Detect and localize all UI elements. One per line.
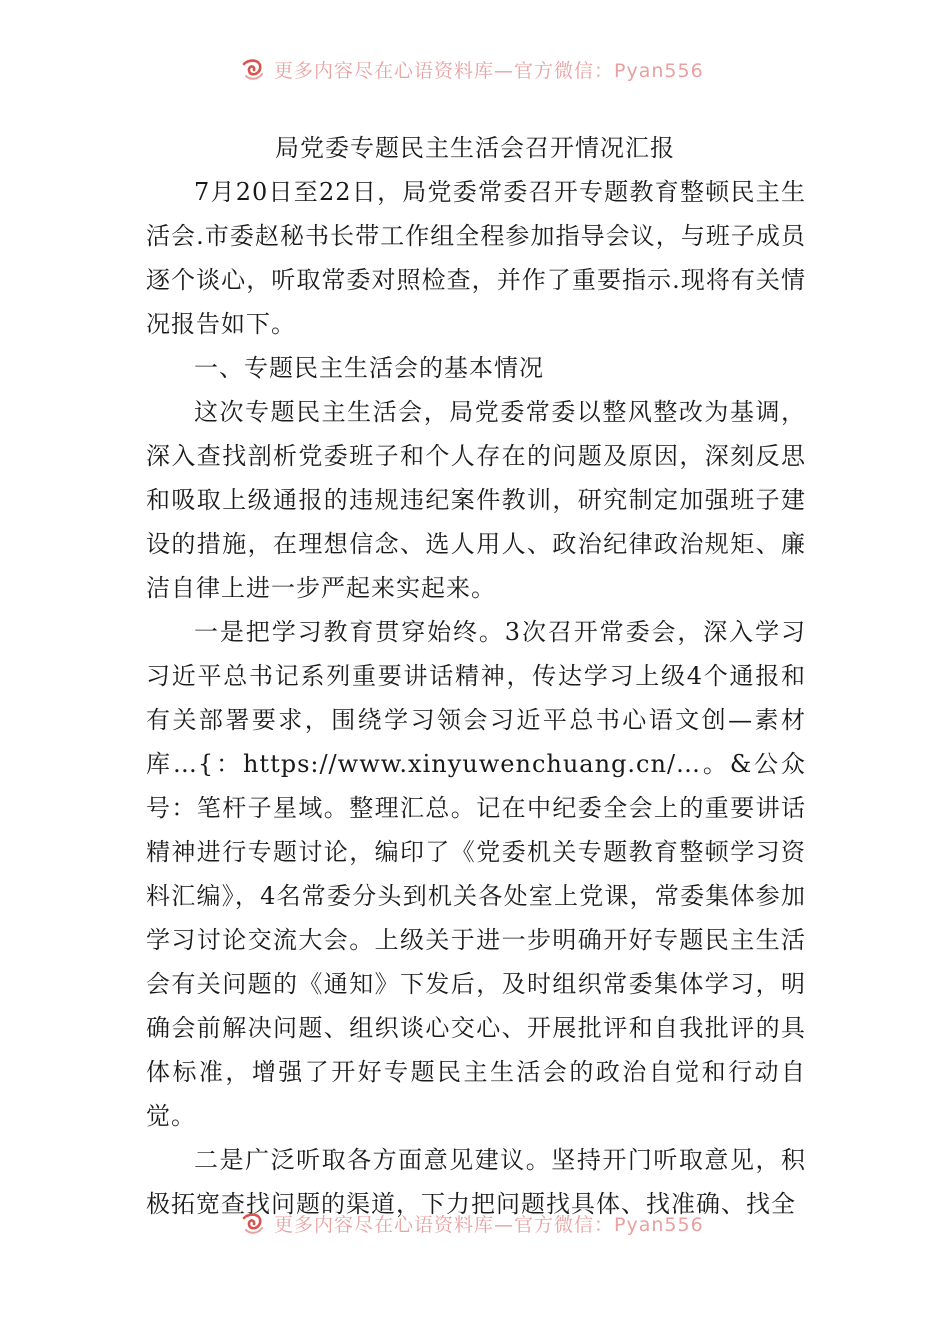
header-watermark	[240, 54, 704, 84]
document-title: 局党委专题民主生活会召开情况汇报	[275, 134, 675, 162]
swirl-logo-icon	[240, 1210, 266, 1236]
watermark-text: 更多内容尽在心语资料库—官方微信：Pyan556	[274, 1213, 704, 1236]
footer-watermark	[240, 1208, 704, 1238]
paragraph-overview: 这次专题民主生活会，局党委常委以整风整改为基调，深入查找剖析党委班子和个人存在的问题及原因，深刻反思和吸取上级通报的违规违纪案件教训，研究制定加强班子建设的措施，在理想信念、选人用人、政治纪律政治规矩、廉洁自律上进一步严起来实起来。	[146, 398, 806, 602]
paragraph-point-one: 一是把学习教育贯穿始终。3次召开常委会，深入学习习近平总书记系列重要讲话精神，传达学习上级4个通报和有关部署要求，围绕学习领会习近平总书心语文创—素材库…{：https://www.xinyuwenchuang.cn/…。&公众号：笔杆子星域。整理汇总。记在中纪委全会上的重要讲话精神进行专题讨论，编印了《党委机关专题教育整顿学习资料汇编》，4名常委分头到机关各处室上党课，常委集体参加学习讨论交流大会。上级关于进一步明确开好专题民主生活会有关问题的《通知》下发后，及时组织常委集体学习，明确会前解决问题、组织谈心交心、开展批评和自我批评的具体标准，增强了开好专题民主生活会的政治自觉和行动自觉。	[146, 618, 806, 1130]
swirl-logo-icon	[240, 56, 266, 82]
paragraph-intro: 7月20日至22日，局党委常委召开专题教育整顿民主生活会.市委赵秘书长带工作组全程参加指导会议，与班子成员逐个谈心，听取常委对照检查，并作了重要指示.现将有关情况报告如下。	[146, 178, 806, 338]
paragraph-point-two: 二是广泛听取各方面意见建议。坚持开门听取意见，积极拓宽查找问题的渠道，下力把问题找具体、找准确、找全	[146, 1146, 806, 1218]
watermark-text: 更多内容尽在心语资料库—官方微信：Pyan556	[274, 59, 704, 82]
section-heading: 一、专题民主生活会的基本情况	[194, 354, 544, 382]
document-body	[146, 170, 806, 1226]
